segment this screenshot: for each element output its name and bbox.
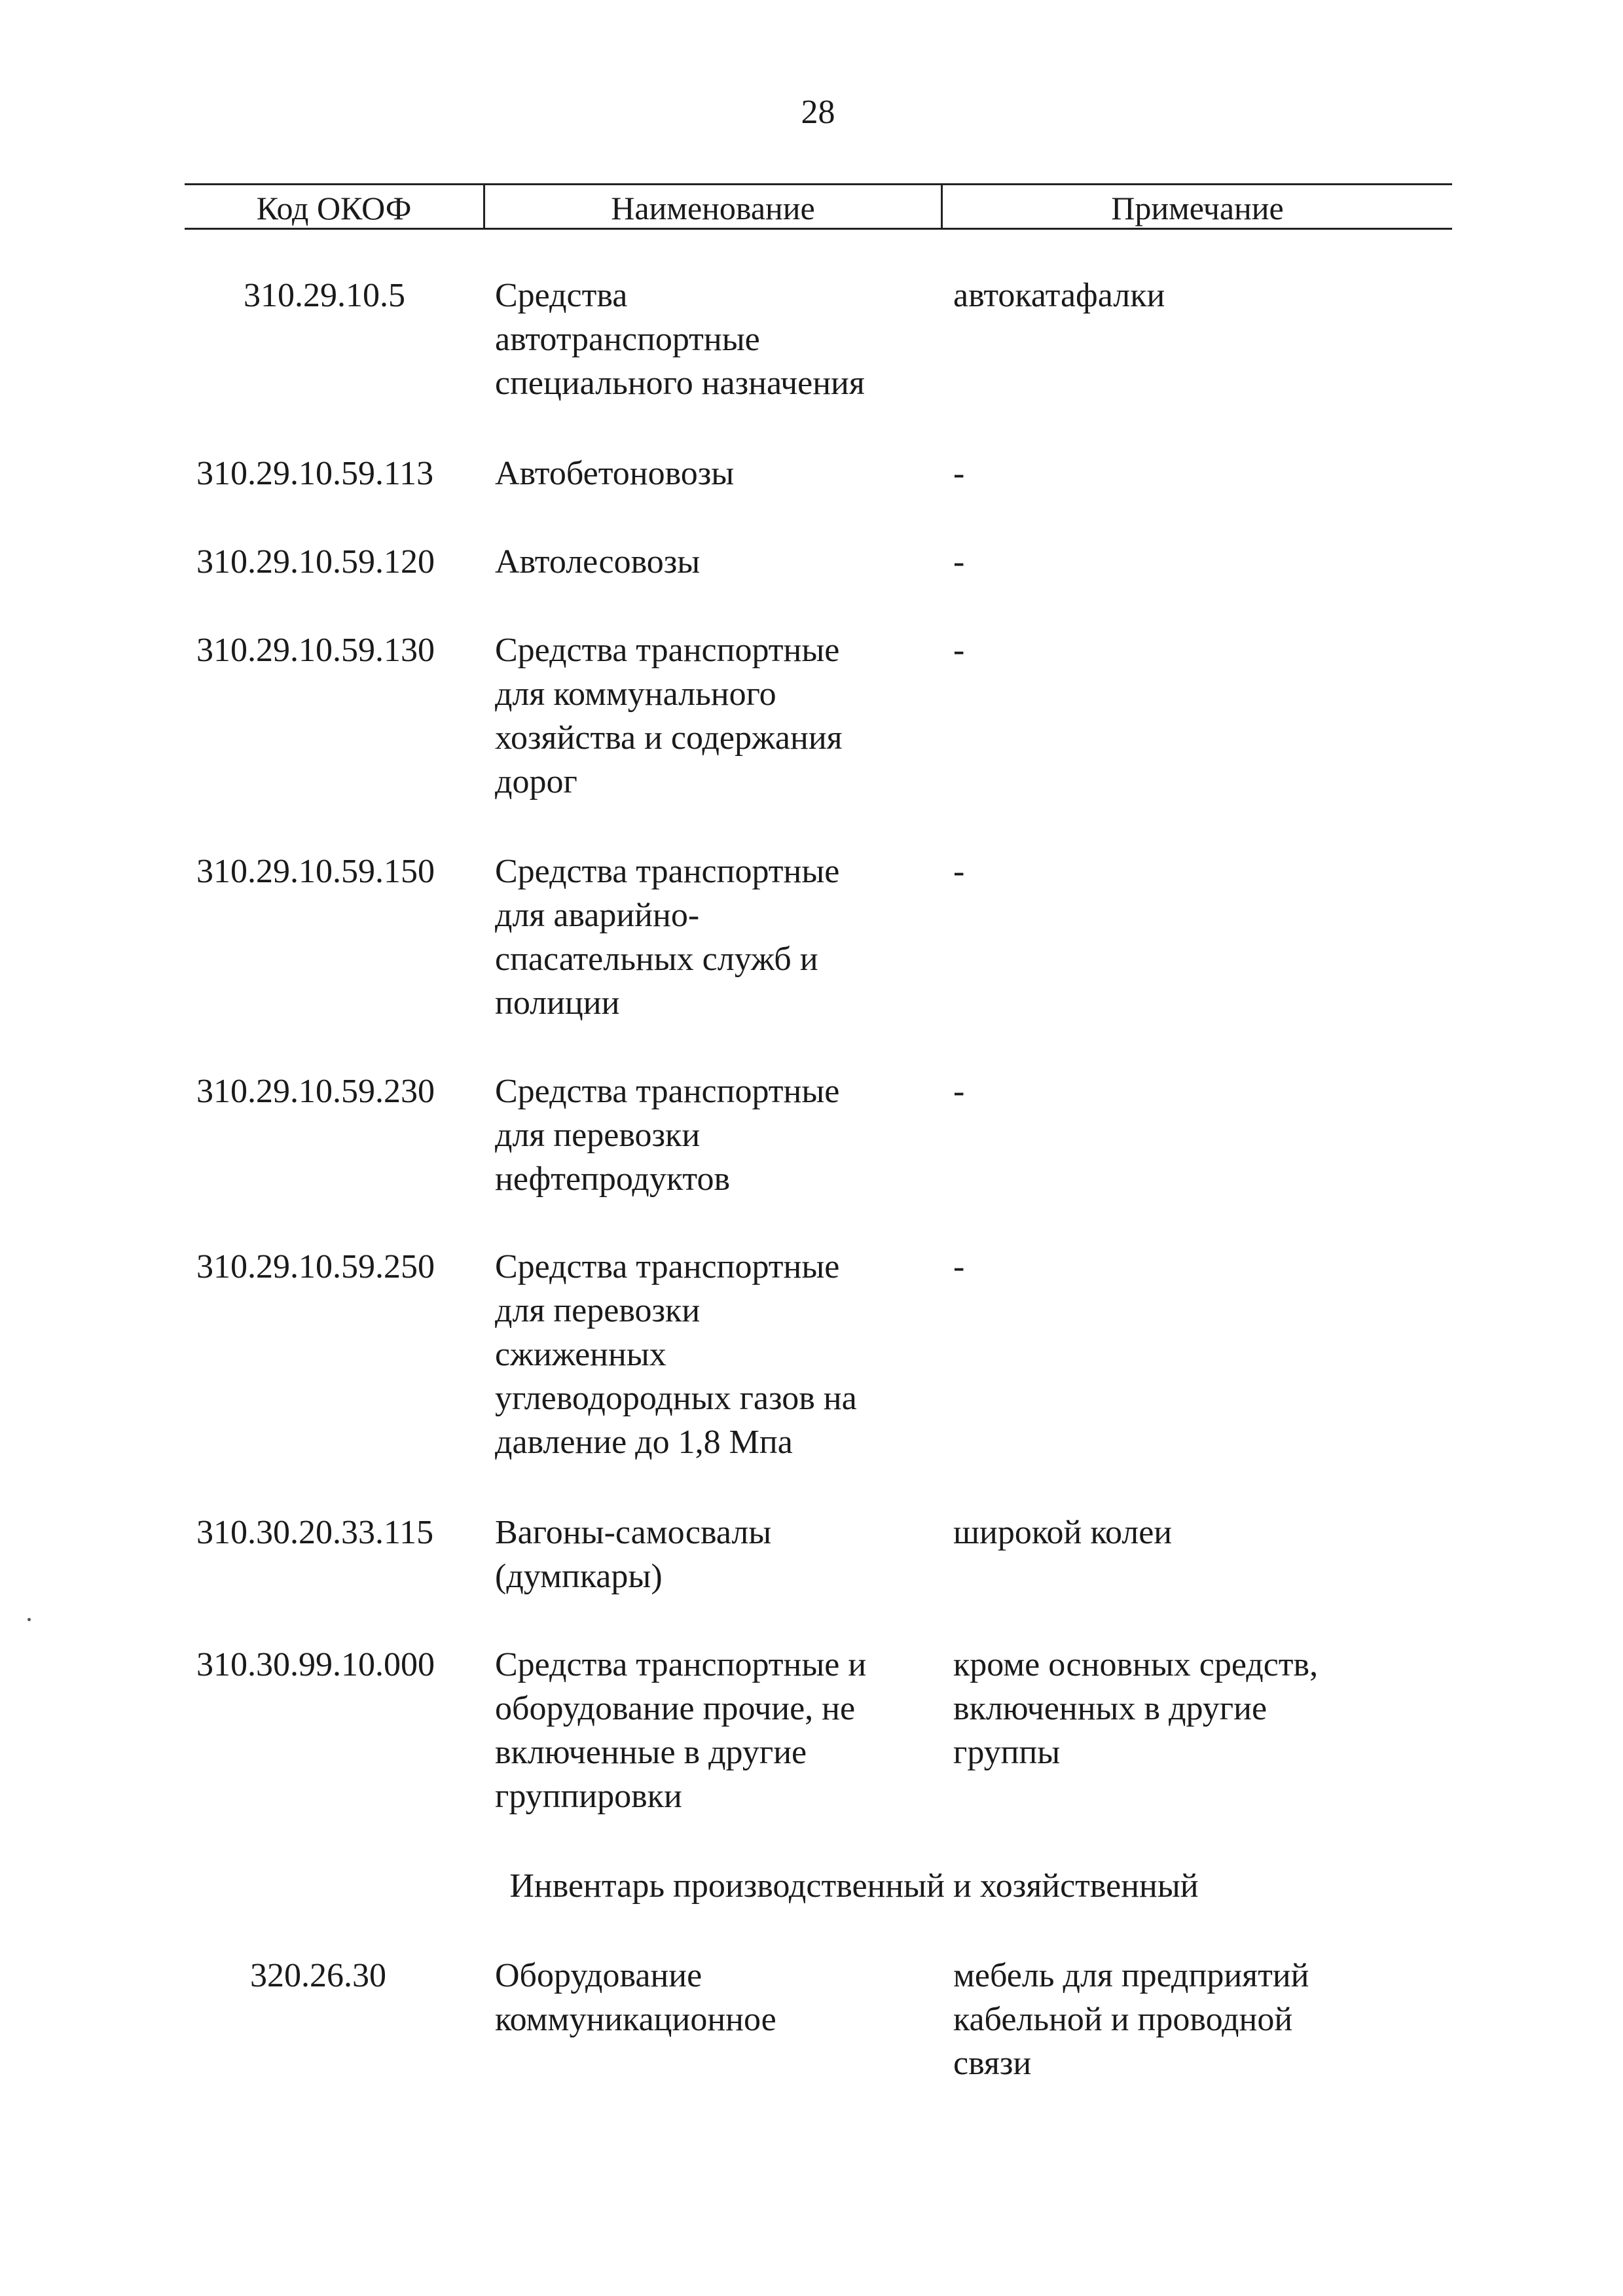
item-note: мебель для предприятий кабельной и проводной связи (953, 1957, 1309, 2082)
item-note: - (953, 1073, 965, 1110)
item-note: - (953, 853, 965, 890)
okof-code: 320.26.30 (250, 1957, 386, 1994)
header-bottom-rule (185, 228, 1452, 230)
item-name: Средства транспортные для перевозки сжиженных углеводородных газов на давление до 1,8 Мпа (495, 1248, 857, 1461)
item-name: Средства транспортные и оборудование прочие, не включенные в другие группировки (495, 1646, 867, 1815)
item-note: широкой колеи (953, 1514, 1173, 1551)
scan-speck (27, 1618, 31, 1621)
item-note: автокатафалки (953, 277, 1165, 314)
item-note: - (953, 1248, 965, 1285)
header-note: Примечание (1111, 190, 1284, 226)
item-note: - (953, 455, 965, 492)
header-name: Наименование (611, 190, 815, 226)
item-name: Средства автотранспортные специального назначения (495, 277, 865, 402)
section-title: Инвентарь производственный и хозяйственный (509, 1867, 1199, 1905)
header-code: Код ОКОФ (256, 190, 412, 226)
item-name: Оборудование коммуникационное (495, 1957, 776, 2038)
okof-code: 310.29.10.59.150 (196, 853, 435, 890)
page-number: 28 (801, 94, 835, 131)
item-name: Автобетоновозы (495, 455, 735, 492)
okof-code: 310.29.10.59.120 (196, 543, 435, 581)
okof-code: 310.30.99.10.000 (196, 1646, 435, 1683)
item-note: - (953, 632, 965, 669)
table-header (185, 183, 1452, 230)
item-name: Средства транспортные для коммунального хозяйства и содержания дорог (495, 632, 843, 800)
item-name: Автолесовозы (495, 543, 701, 581)
item-name: Средства транспортные для аварийно- спасательных служб и полиции (495, 853, 840, 1022)
header-top-rule (185, 183, 1452, 185)
okof-code: 310.30.20.33.115 (196, 1514, 434, 1551)
item-note: - (953, 543, 965, 581)
okof-code: 310.29.10.59.130 (196, 632, 435, 669)
item-name: Вагоны-самосвалы (думпкары) (495, 1514, 772, 1595)
okof-code: 310.29.10.59.113 (196, 455, 434, 492)
okof-code: 310.29.10.59.230 (196, 1073, 435, 1110)
okof-code: 310.29.10.5 (244, 277, 405, 314)
item-note: кроме основных средств, включенных в другие группы (953, 1646, 1319, 1771)
item-name: Средства транспортные для перевозки нефтепродуктов (495, 1073, 840, 1198)
okof-code: 310.29.10.59.250 (196, 1248, 435, 1285)
